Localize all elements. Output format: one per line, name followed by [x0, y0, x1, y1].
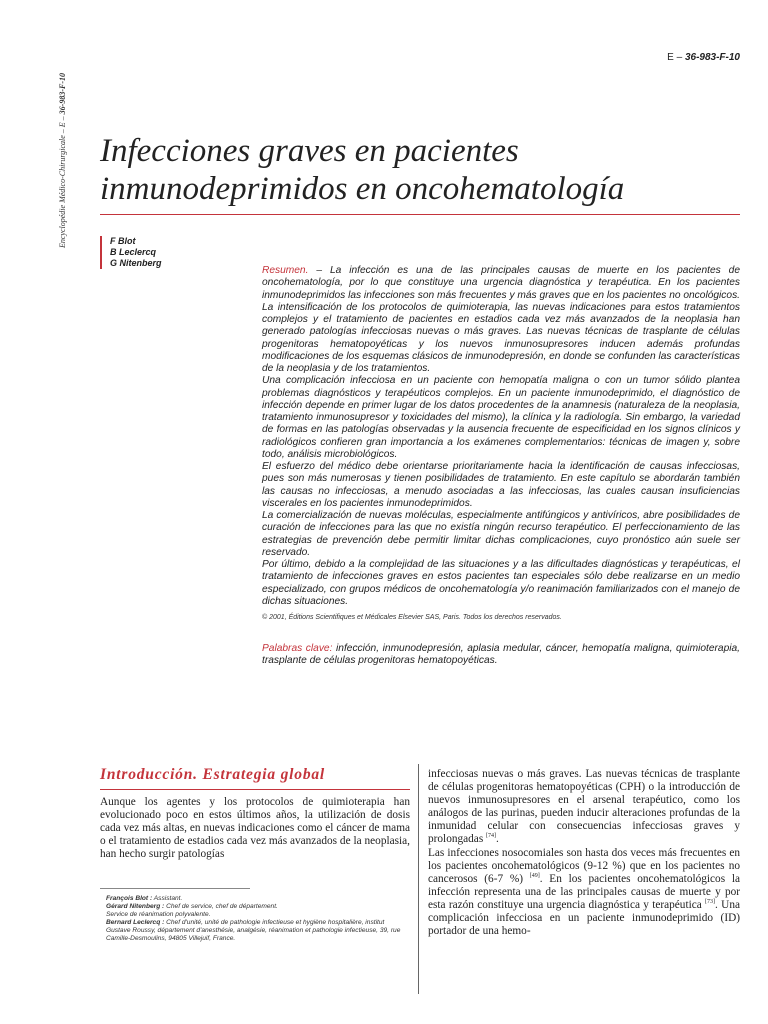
footnote: [106, 903, 410, 911]
reference-code: [667, 52, 740, 63]
side-label-prefix: Encyclopédie Médico-Chirurgicale – E –: [58, 116, 67, 248]
title-line-1: Infecciones graves en pacientes: [100, 133, 519, 169]
body-paragraph: [428, 768, 740, 847]
footnote-text: Chef de service, chef de département.: [164, 902, 278, 910]
section-divider: [100, 789, 410, 790]
reference-prefix: E –: [667, 52, 683, 63]
footnote-author: Bernard Leclercq :: [106, 918, 165, 926]
footnote-author: François Blot :: [106, 895, 153, 902]
body-paragraph: [428, 847, 740, 939]
footnote-text: Service de réanimation polyvalente.: [106, 910, 211, 918]
abstract-label: Resumen.: [262, 265, 309, 276]
author-name: F Blot: [110, 236, 136, 246]
author-affiliations: [106, 895, 410, 942]
author-name: B Leclercq: [110, 247, 157, 257]
citation: [49]: [529, 872, 540, 879]
footnote: [106, 895, 410, 903]
footnote: [106, 919, 410, 943]
side-label-code: 36-983-F-10: [58, 73, 67, 115]
body-text-right: [428, 768, 740, 938]
abstract-paragraph: La comercialización de nuevas moléculas, especialmente antifúngicos y antivíricos, abre posibilidades de curación de infecciones para las que no existía ningún recurso terapéutico. El perfeccionamiento de las estrategias de prevención debe permitir limitar dichas complicaciones, cuyo pronóstico aún suele ser reservado.: [262, 510, 740, 558]
copyright-notice: © 2001, Éditions Scientifiques et Médicales Elsevier SAS, Paris. Todos los derechos reservados.: [262, 614, 562, 621]
title-line-2: inmunodeprimidos en oncohematología: [100, 171, 625, 207]
abstract-paragraph: Una complicación infecciosa en un paciente con hemopatía maligna o con un tumor sólido plantea problemas diagnósticos y terapéuticos complejos. En un paciente inmunodeprimido, el diagnóstico de infección depende en primer lugar de los datos procedentes de la anamnesis (naturaleza de la neoplasia, tratamiento inmunosupresor y toxicidades del mismo), la clínica y la radiología. Sin embargo, la variedad de formas en las patologías observadas y la ausencia frecuente de especificidad en los signos clínicos y radiológicos confieren gran importancia a los exámenes complementarios: técnicas de imagen y, sobre todo, análisis microbiológicos.: [262, 375, 740, 460]
footnote-divider: [100, 888, 250, 889]
keywords-label: Palabras clave:: [262, 643, 333, 654]
citation: [73]: [705, 899, 716, 906]
side-journal-label: [58, 73, 67, 248]
abstract-paragraph: Por último, debido a la complejidad de las situaciones y a las dificultades diagnósticas y terapéuticas, el tratamiento de infecciones graves en estos pacientes tan especiales sólo debe realizarse en un medio especializado, con grupos médicos de oncohematología y/o reanimación familiarizados con el manejo de dichas situaciones.: [262, 559, 740, 607]
body-text: .: [496, 833, 499, 846]
author-list: [100, 236, 162, 269]
article-title: [100, 132, 740, 208]
footnote: [106, 911, 410, 919]
footnote-text: Chef d'unité, unité de pathologie infectieuse et hygiène hospitalière, institut Gustave Roussy, département d'anesthésie, analgésie, réanimation et pathologie infectieuse, 39, rue Camille-Desmoulins, 94805 Villejuif, France.: [106, 918, 401, 942]
body-text: Las infecciones nosocomiales son hasta dos veces más frecuentes en los pacientes oncohematológicos (9-12 %) que en los pacientes no cancerosos (6-7 %): [428, 846, 740, 885]
author-name: G Nitenberg: [110, 258, 162, 268]
body-text-left: Aunque los agentes y los protocolos de quimioterapia han evolucionado poco en estos últimos años, la utilización de dosis cada vez más altas, en nuevas indicaciones como el cáncer de mama o el tratamiento de estadios cada vez más avanzados de la neoplasia, han hecho surgir patologías: [100, 796, 410, 861]
footnote-text: Assistant.: [152, 895, 183, 902]
title-divider: [100, 214, 740, 215]
abstract-paragraph: El esfuerzo del médico debe orientarse prioritariamente hacia la identificación de causas infecciosas, pues son más numerosas y tienen posibilidades de tratamiento. En este capítulo se abordarán también las causas no infecciosas, a menudo asociadas a las infecciosas, las cuales causan insuficiencias viscerales en los pacientes inmunodeprimidos.: [262, 461, 740, 509]
keywords-text: infección, inmunodepresión, aplasia medular, cáncer, hemopatía maligna, quimioterapia, trasplante de células progenitoras hematopoyéticas.: [262, 643, 740, 667]
keywords: [262, 643, 740, 668]
column-divider: [418, 764, 419, 994]
body-text: infecciosas nuevas o más graves. Las nuevas técnicas de trasplante de células progenitoras hematopoyéticas (CPH) o la introducción de nuevos inmunosupresores en el arsenal terapéutico, como los análogos de las purinas, pueden inducir alteraciones profundas de la inmunidad celular con consecuencias infecciosas graves y prolongadas: [428, 768, 740, 846]
body-text: . Una complicación infecciosa en un paciente inmunodeprimido (ID) portador de una hemo-: [428, 898, 740, 938]
body-text: . En los pacientes oncohematológicos la infección representa una de las principales causas de muerte y por esta razón constituye una urgencia diagnóstica y terapéutica: [428, 872, 740, 911]
abstract-text: – La infección es una de las principales causas de muerte en los pacientes de oncohematología, por lo que constituye una urgencia diagnóstica y terapéutica. En los pacientes inmunodeprimidos las infecciones son más frecuentes y más graves que en los pacientes no oncológicos. La intensificación de los protocolos de quimioterapia, las nuevas indicaciones para estos tratamientos complejos y el tratamiento de pacientes en estadios cada vez más avanzados de la neoplasia han generado patologías infecciosas nuevas o más graves. Las nuevas técnicas de trasplante de células progenitoras hematopoyéticas y los nuevos inmunosupresores inducen además profundas modificaciones de los esquemas clásicos de inmunodepresión, en donde se confunden las características de la neoplasia y de los tratamientos.: [262, 265, 740, 374]
abstract-paragraph: [262, 265, 740, 375]
section-heading: Introducción. Estrategia global: [100, 766, 326, 783]
abstract: [262, 265, 740, 608]
footnote-author: Gérard Nitenberg :: [106, 902, 165, 910]
citation: [74]: [486, 833, 497, 840]
reference-number: 36-983-F-10: [684, 52, 740, 63]
